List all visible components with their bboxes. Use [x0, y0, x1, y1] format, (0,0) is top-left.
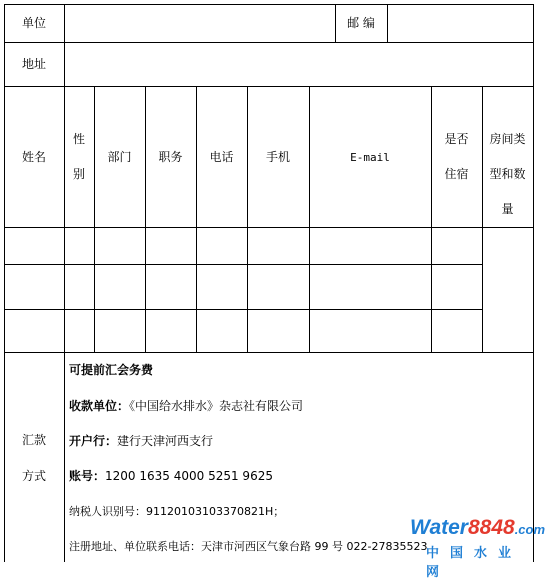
payee-label: 收款单位： — [69, 399, 130, 413]
payee-line — [69, 399, 303, 413]
participant-cell[interactable] — [5, 310, 64, 352]
header-mobile: 手机 — [265, 150, 290, 164]
header-room: 房间类 — [489, 132, 526, 146]
border-line — [533, 4, 534, 562]
header-department: 部门 — [107, 150, 132, 164]
participant-cell[interactable] — [5, 265, 64, 309]
participant-cell[interactable] — [248, 310, 309, 352]
participant-cell[interactable] — [310, 310, 431, 352]
watermark-word: Water — [410, 516, 468, 539]
watermark-logo-text — [410, 516, 545, 540]
header-lodging: 住宿 — [444, 167, 469, 181]
bank-value: 建行天津河西支行 — [117, 434, 214, 448]
participant-cell[interactable] — [65, 228, 94, 264]
advance-payment-note: 可提前汇会务费 — [69, 363, 154, 377]
participant-cell[interactable] — [146, 265, 196, 309]
participant-cell[interactable] — [432, 310, 482, 352]
participant-cell[interactable] — [197, 310, 247, 352]
postcode-input[interactable] — [388, 5, 533, 42]
participant-cell[interactable] — [65, 265, 94, 309]
account-line — [69, 469, 273, 483]
remittance-label: 方式 — [21, 469, 46, 483]
participant-cell[interactable] — [5, 228, 64, 264]
header-room: 量 — [501, 202, 514, 216]
participant-cell[interactable] — [95, 228, 145, 264]
tax-id: 纳税人识别号：91120103103370821H； — [69, 505, 285, 518]
watermark-subtitle: 中国水业网 — [426, 546, 523, 580]
bank-label: 开户行： — [69, 434, 118, 448]
registered-address-phone: 注册地址、单位联系电话：天津市河西区气象台路 99 号 022-27835523 — [69, 540, 428, 553]
header-lodging: 是否 — [444, 132, 469, 146]
header-gender: 别 — [72, 167, 85, 181]
participant-cell[interactable] — [197, 265, 247, 309]
account-label: 账号： — [69, 469, 106, 483]
border-line — [4, 86, 534, 87]
unit-input[interactable] — [65, 5, 335, 42]
watermark-domain: .com — [514, 522, 545, 537]
participant-cell[interactable] — [310, 228, 431, 264]
participant-cell[interactable] — [432, 228, 482, 264]
participant-cell[interactable] — [248, 228, 309, 264]
address-label: 地址 — [21, 57, 46, 71]
postcode-label: 邮 编 — [347, 16, 375, 30]
participant-cell[interactable] — [95, 310, 145, 352]
header-room: 型和数 — [489, 167, 526, 181]
participant-cell[interactable] — [432, 265, 482, 309]
participant-cell[interactable] — [248, 265, 309, 309]
remittance-label: 汇款 — [21, 433, 46, 447]
participant-cell[interactable] — [95, 265, 145, 309]
participant-cell[interactable] — [197, 228, 247, 264]
account-value: 1200 1635 4000 5251 9625 — [105, 469, 273, 483]
header-name: 姓名 — [21, 150, 46, 164]
participant-cell[interactable] — [146, 310, 196, 352]
header-email: E-mail — [350, 151, 390, 164]
watermark-logo — [408, 516, 545, 580]
participant-cell[interactable] — [65, 310, 94, 352]
header-phone: 电话 — [209, 150, 234, 164]
border-line — [4, 352, 534, 353]
header-position: 职务 — [158, 150, 183, 164]
payee-value: 《中国给水排水》杂志社有限公司 — [129, 399, 304, 413]
header-gender: 性 — [72, 132, 85, 146]
address-input[interactable] — [65, 43, 533, 86]
participant-cell[interactable] — [310, 265, 431, 309]
bank-line — [69, 434, 213, 448]
participant-cell[interactable] — [146, 228, 196, 264]
unit-label: 单位 — [21, 16, 46, 30]
watermark-number: 8848 — [467, 516, 515, 539]
room-type-cell[interactable] — [483, 228, 533, 352]
